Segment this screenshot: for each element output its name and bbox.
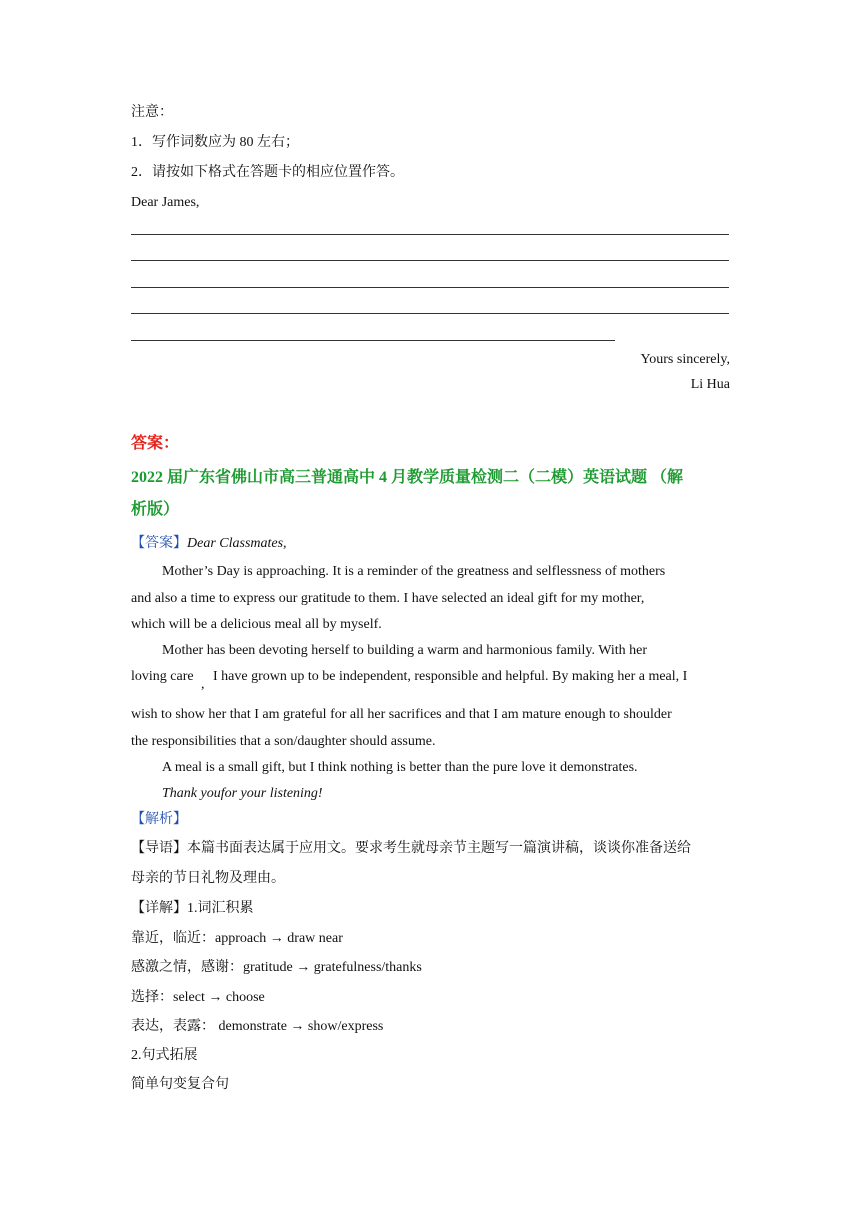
answer-p2-comma: , <box>201 677 205 692</box>
answer-p2-line-2a: loving care <box>131 669 194 684</box>
vocab-item-2: 感激之情，感谢：gratitude → gratefulness/thanks <box>131 960 422 975</box>
answer-p2-line-4: the responsibilities that a son/daughter should assume. <box>131 734 436 749</box>
answer-p2-line-3: wish to show her that I am grateful for all her sacrifices and that I am mature enough to shoulder <box>131 707 672 722</box>
writing-line <box>131 287 729 288</box>
answer-p2-line-2b: I have grown up to be independent, responsible and helpful. By making her a meal, I <box>213 669 688 684</box>
notice-item-2: 2．请按如下格式在答题卡的相应位置作答。 <box>131 165 404 180</box>
answer-heading: 答案： <box>131 435 180 452</box>
document-title-line-2: 析版） <box>131 501 180 518</box>
writing-line <box>131 313 729 314</box>
analysis-detail: 【详解】1.词汇积累 <box>131 901 254 916</box>
answer-p1-line-1: Mother’s Day is approaching. It is a reminder of the greatness and selflessness of mothers <box>162 564 666 579</box>
answer-salutation: Dear Classmates, <box>187 536 287 551</box>
answer-closing: Thank youfor your listening! <box>162 786 323 801</box>
notice-item-1: 1．写作词数应为 80 左右； <box>131 135 299 150</box>
writing-line <box>131 340 615 341</box>
vocab-item-4: 表达，表露： demonstrate → show/express <box>131 1019 384 1034</box>
sentence-subheading: 简单句变复合句 <box>131 1077 229 1092</box>
answer-p2-line-1: Mother has been devoting herself to building a warm and harmonious family. With her <box>162 643 648 658</box>
analysis-tag: 【解析】 <box>131 812 187 827</box>
answer-salutation-line <box>131 536 287 553</box>
answer-p1-line-2: and also a time to express our gratitude to them. I have selected an ideal gift for my mother, <box>131 591 645 606</box>
letter-closing: Yours sincerely, <box>640 352 730 367</box>
writing-line <box>131 234 729 235</box>
writing-line <box>131 260 729 261</box>
sentence-heading: 2.句式拓展 <box>131 1048 198 1063</box>
vocab-item-1: 靠近，临近：approach → draw near <box>131 931 343 946</box>
answer-tag: 【答案】 <box>131 536 187 551</box>
letter-salutation: Dear James, <box>131 195 200 210</box>
analysis-guide-line-1: 【导语】本篇书面表达属于应用文。要求考生就母亲节主题写一篇演讲稿，谈谈你准备送给 <box>131 841 691 856</box>
analysis-guide-line-2: 母亲的节日礼物及理由。 <box>131 871 285 886</box>
document-title-line-1: 2022 届广东省佛山市高三普通高中 4 月教学质量检测二（二模）英语试题 （解 <box>131 469 684 486</box>
answer-p1-line-3: which will be a delicious meal all by myself. <box>131 617 382 632</box>
answer-p3: A meal is a small gift, but I think nothing is better than the pure love it demonstrates. <box>162 760 638 775</box>
letter-signature: Li Hua <box>690 377 730 392</box>
notice-heading: 注意： <box>131 105 173 120</box>
vocab-item-3: 选择：select → choose <box>131 990 265 1005</box>
